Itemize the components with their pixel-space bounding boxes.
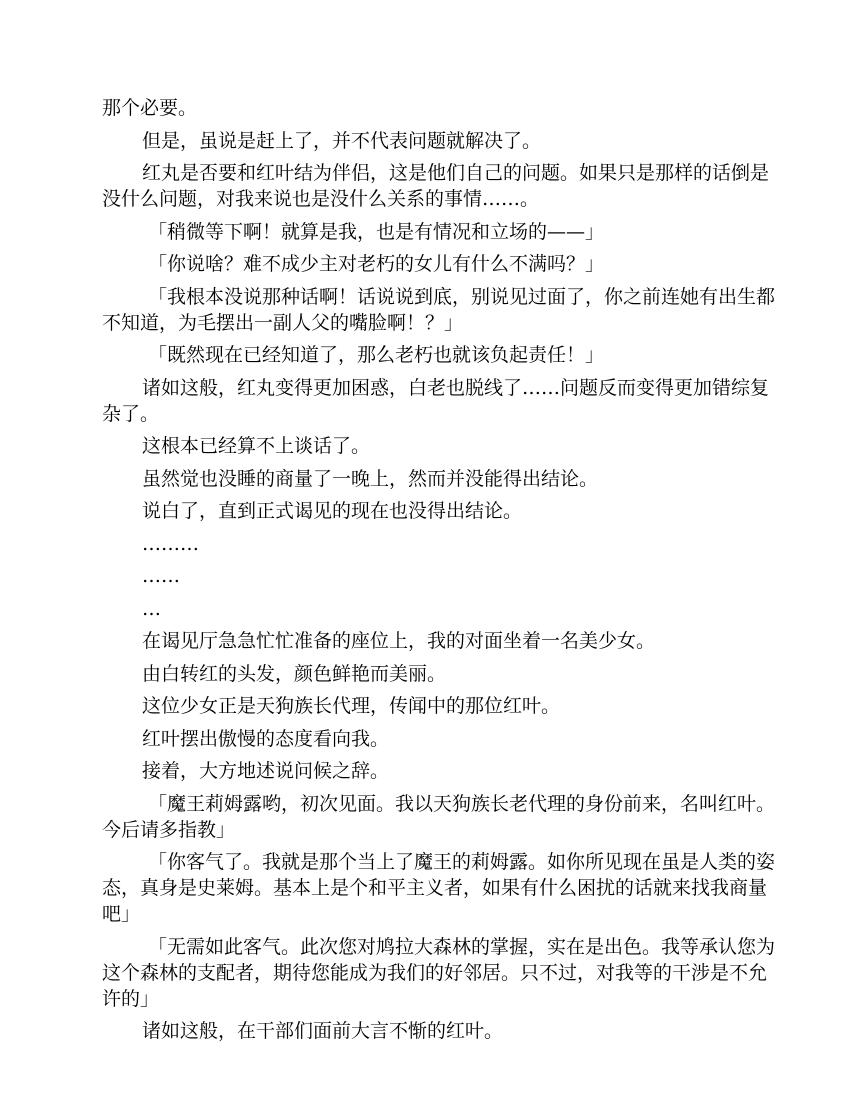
paragraph: 那个必要。 <box>102 97 198 119</box>
paragraph: 红丸是否要和红叶结为伴侣，这是他们自己的问题。如果只是那样的话倒是没什么问题，对我来说也是没什么关系的事情……。 <box>102 162 770 210</box>
paragraph: 红叶摆出傲慢的态度看向我。 <box>142 727 390 750</box>
paragraph: 诸如这般，红丸变得更加困惑，白老也脱线了……问题反而变得更加错综复杂了。 <box>102 376 770 425</box>
dialog-line: 「既然现在已经知道了，那么老朽也就该负起责任！」 <box>148 344 605 366</box>
paragraph: 接着，大方地述说问候之辞。 <box>142 760 390 782</box>
paragraph: 由白转红的头发，颜色鲜艳而美丽。 <box>142 662 447 685</box>
ellipsis-line: … <box>142 597 161 620</box>
paragraph: 说白了，直到正式谒见的现在也没得出结论。 <box>142 500 523 522</box>
dialog-line: 「你说啥？难不成少主对老朽的女儿有什么不满吗？」 <box>148 253 605 275</box>
paragraph: 虽然觉也没睡的商量了一晚上，然而并没能得出结论。 <box>142 467 599 490</box>
ellipsis-line: ……… <box>142 532 199 555</box>
document-page <box>102 95 782 1051</box>
paragraph: 诸如这般，在干部们面前大言不惭的红叶。 <box>142 1020 504 1042</box>
dialog-line: 「你客气了。我就是那个当上了魔王的莉姆露。如你所见现在虽是人类的姿态，真身是史莱姆。基本上是个和平主义者，如果有什么困扰的话就来找我商量吧」 <box>102 851 776 925</box>
dialog-line: 「无需如此客气。此次您对鸠拉大森林的掌握，实在是出色。我等承认您为这个森林的支配者，期待您能成为我们的好邻居。只不过，对我等的干涉是不允许的」 <box>102 935 776 1010</box>
dialog-line: 「我根本没说那种话啊！话说说到底，别说见过面了，你之前连她有出生都不知道，为毛摆出一副人父的嘴脸啊！？」 <box>102 285 776 334</box>
paragraph: 这位少女正是天狗族长代理，传闻中的那位红叶。 <box>142 695 561 717</box>
dialog-line: 「稍微等下啊！就算是我，也是有情况和立场的——」 <box>148 220 605 243</box>
paragraph: 但是，虽说是赶上了，并不代表问题就解决了。 <box>142 129 542 152</box>
paragraph: 这根本已经算不上谈话了。 <box>142 435 371 457</box>
ellipsis-line: …… <box>142 565 180 587</box>
dialog-line: 「魔王莉姆露哟，初次见面。我以天狗族长老代理的身份前来，名叫红叶。今后请多指教」 <box>102 792 776 841</box>
paragraph: 在谒见厅急急忙忙准备的座位上，我的对面坐着一名美少女。 <box>142 630 656 652</box>
